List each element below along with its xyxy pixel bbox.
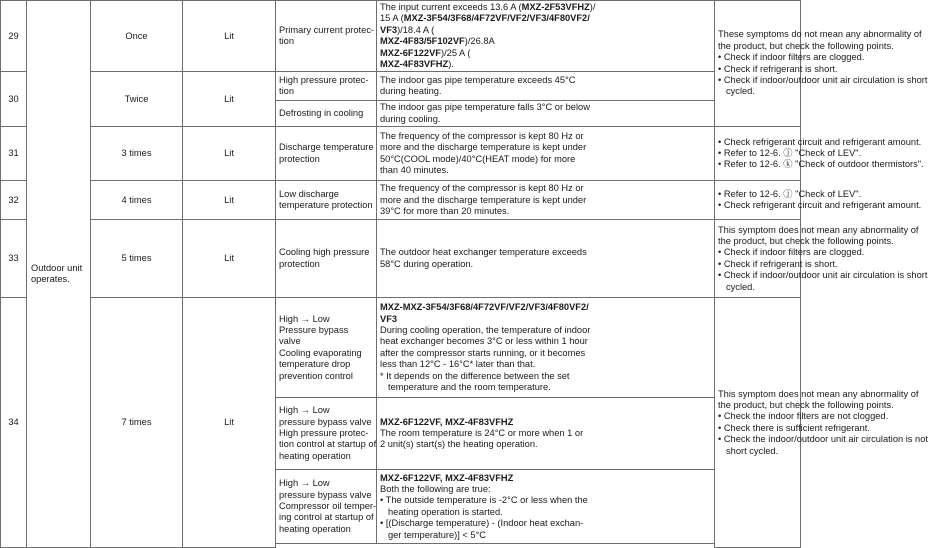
details-cell: The frequency of the compressor is kept 80 Hz or more and the discharge temperature is kept under 50°C(COOL mode)/40°C(HEAT mode) for more than 40 minutes. [377, 127, 715, 181]
blink-count: 3 times [91, 127, 183, 181]
details-cell: The outdoor heat exchanger temperature exceeds 58°C during operation. [377, 220, 715, 298]
lamp-state: Lit [183, 1, 276, 72]
row-number: 33 [1, 220, 27, 298]
lamp-state: Lit [183, 220, 276, 298]
table-row-32 [1, 181, 801, 220]
outdoor-unit-operates-cell: Outdoor unit operates. [27, 1, 91, 548]
details-cell: The input current exceeds 13.6 A (MXZ-2F53VFHZ)/ 15 A (MXZ-3F54/3F68/4F72VF/VF2/VF3/4F80VF2/ VF3)/18.4 A ( MXZ-4F83/5F102VF)/26.8A MXZ-6F122VF)/25 A ( MXZ-4F83VFHZ). [377, 1, 715, 72]
condition-cell: Low discharge temperature protection [276, 181, 377, 220]
row-number: 31 [1, 127, 27, 181]
blink-count: 7 times [91, 298, 183, 548]
blink-count: Once [91, 1, 183, 72]
check-points-cell: These symptoms do not mean any abnormality of the product, but check the following points. • Check if indoor filters are clogged. • Check if refrigerant is short. • Check if indoor/outdoor unit air circulation is short cycled. [715, 1, 801, 127]
blink-count: 4 times [91, 181, 183, 220]
details-cell: The indoor gas pipe temperature falls 3°C or below during cooling. [377, 101, 715, 127]
condition-cell: Primary current protec- tion [276, 1, 377, 72]
condition-cell: High → Low Pressure bypass valve Cooling evaporating temperature drop prevention control [276, 298, 377, 398]
details-cell: The frequency of the compressor is kept 80 Hz or more and the discharge temperature is kept under 39°C for more than 20 minutes. [377, 181, 715, 220]
table-row-34 [1, 298, 801, 398]
details-cell: MXZ-MXZ-3F54/3F68/4F72VF/VF2/VF3/4F80VF2/ VF3 During cooling operation, the temperature of indoor heat exchanger becomes 3°C or less within 1 hour after the compressor starts running, or it becomes less than 12°C - 16°C* later than that. * It depends on the difference between the set temperature and the room temperature. [377, 298, 715, 398]
condition-cell: Discharge temperature protection [276, 127, 377, 181]
lamp-state: Lit [183, 72, 276, 127]
condition-cell: High pressure protec- tion [276, 72, 377, 101]
table-row-33 [1, 220, 801, 298]
check-points-cell: • Check refrigerant circuit and refrigerant amount. • Refer to 12-6. ⓙ "Check of LEV". • Refer to 12-6. ⓚ "Check of outdoor thermistors". [715, 127, 801, 181]
lamp-state: Lit [183, 181, 276, 220]
condition-cell: Cooling high pressure protection [276, 220, 377, 298]
row-number: 30 [1, 72, 27, 127]
details-cell: The indoor gas pipe temperature exceeds 45°C during heating. [377, 72, 715, 101]
blink-count: Twice [91, 72, 183, 127]
row-number: 32 [1, 181, 27, 220]
details-cell: MXZ-6F122VF, MXZ-4F83VFHZ The room temperature is 24°C or more when 1 or 2 unit(s) start(s) the heating operation. [377, 398, 715, 470]
table-row-31 [1, 127, 801, 181]
condition-cell: High → Low pressure bypass valve High pressure protec- tion control at startup of heating operation [276, 398, 377, 470]
condition-cell: Defrosting in cooling [276, 101, 377, 127]
condition-cell: High → Low pressure bypass valve Compressor oil temper- ing control at startup of heating operation [276, 470, 377, 544]
check-points-cell: • Refer to 12-6. ⓙ "Check of LEV". • Check refrigerant circuit and refrigerant amount. [715, 181, 801, 220]
table-row-30 [1, 72, 801, 101]
row-number: 29 [1, 1, 27, 72]
blink-count: 5 times [91, 220, 183, 298]
check-points-cell: This symptom does not mean any abnormality of the product, but check the following points. • Check if indoor filters are clogged. • Check if refrigerant is short. • Check if indoor/outdoor unit air circulation is short cycled. [715, 220, 801, 298]
lamp-state: Lit [183, 298, 276, 548]
row-number: 34 [1, 298, 27, 548]
details-cell: MXZ-6F122VF, MXZ-4F83VFHZ Both the following are true: • The outside temperature is -2°C or less when the heating operation is started. • [(Discharge temperature) - (Indoor heat exchan- ger temperature)] < 5°C [377, 470, 715, 544]
table-row-29 [1, 1, 801, 72]
check-points-cell: This symptom does not mean any abnormality of the product, but check the following points. • Check the indoor filters are not clogged. • Check there is sufficient refrigerant. • Check the indoor/outdoor unit air circulation is not short cycled. [715, 298, 801, 548]
lamp-state: Lit [183, 127, 276, 181]
